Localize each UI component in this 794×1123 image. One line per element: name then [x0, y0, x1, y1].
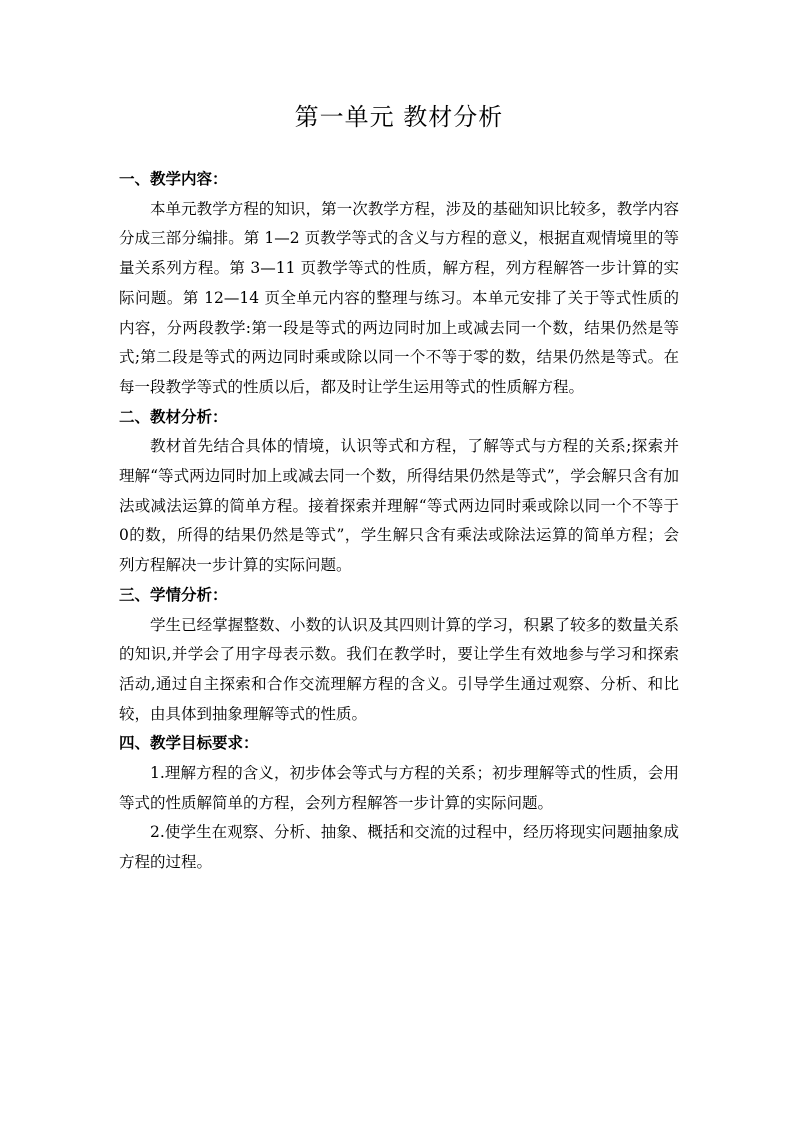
- section-heading: 四、教学目标要求：: [119, 734, 259, 753]
- section-paragraph: 本单元教学方程的知识，第一次教学方程，涉及的基础知识比较多，教学内容分成三部分编排。第 1—2 页教学等式的含义与方程的意义，根据直观情境里的等量关系列方程。第 3—11 页教学等式的性质，解方程，列方程解答一步计算的实际问题。第 12—14 页全单元内容的整理与练习。本单元安排了关于等式性质的内容，分两段教学:第一段是等式的两边同时加上或减去同一个数，结果仍然是等式;第二段是等式的两边同时乘或除以同一个不等于零的数，结果仍然是等式。在每一段教学等式的性质以后，都及时让学生运用等式的性质解方程。: [119, 199, 679, 396]
- goal-item: 2.使学生在观察、分析、抽象、概括和交流的过程中，经历将现实问题抽象成方程的过程。: [119, 823, 679, 872]
- section-teaching-content: [119, 165, 679, 403]
- section-heading: 三、学情分析：: [119, 585, 228, 604]
- section-paragraph: 教材首先结合具体的情境，认识等式和方程，了解等式与方程的关系;探索并理解“等式两边同时加上或减去同一个数，所得结果仍然是等式”，学会解只含有加法或减法运算的简单方程。接着探索并理解“等式两边同时乘或除以同一个不等于0的数，所得的结果仍然是等式”，学生解只含有乘法或除法运算的简单方程；会列方程解决一步计算的实际问题。: [119, 437, 679, 575]
- document-body: [119, 165, 679, 878]
- section-student-analysis: [119, 581, 679, 730]
- section-heading: 二、教材分析：: [119, 407, 228, 426]
- section-teaching-goals: [119, 729, 679, 878]
- goal-item: 1.理解方程的含义，初步体会等式与方程的关系；初步理解等式的性质，会用等式的性质解简单的方程，会列方程解答一步计算的实际问题。: [119, 764, 679, 812]
- section-material-analysis: [119, 403, 679, 581]
- page-title: 第一单元 教材分析: [294, 103, 504, 131]
- section-paragraph: 学生已经掌握整数、小数的认识及其四则计算的学习，积累了较多的数量关系的知识,并学会了用字母表示数。我们在教学时，要让学生有效地参与学习和探索活动,通过自主探索和合作交流理解方程的含义。引导学生通过观察、分析、和比较，由具体到抽象理解等式的性质。: [119, 615, 679, 723]
- section-heading: 一、教学内容：: [119, 170, 228, 188]
